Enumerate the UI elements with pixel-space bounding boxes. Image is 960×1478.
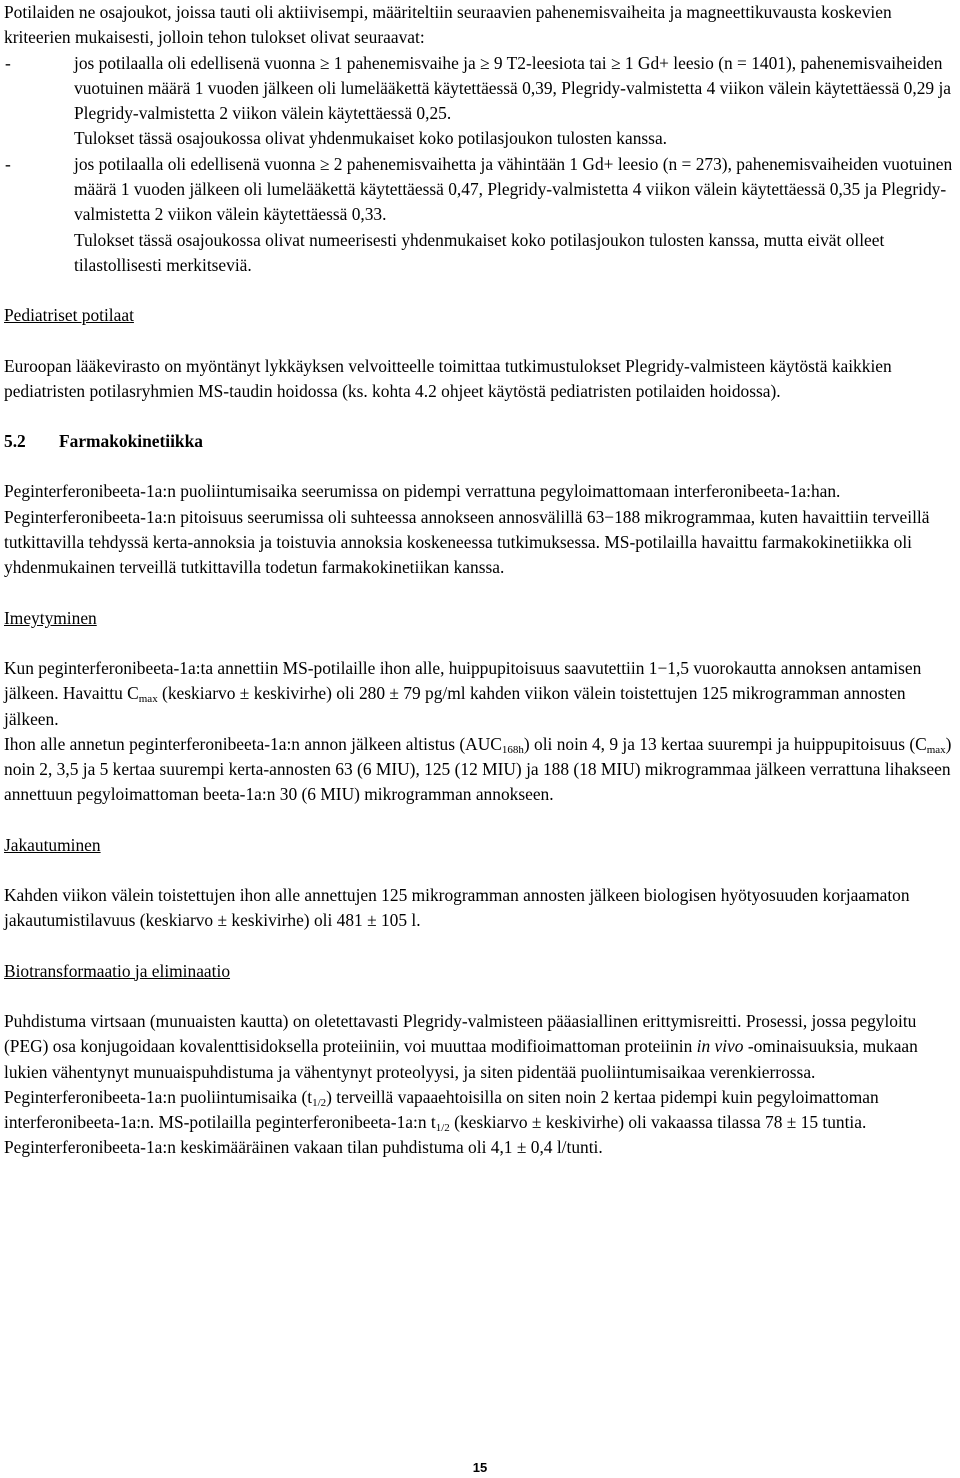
intro-paragraph: Potilaiden ne osajoukot, joissa tauti oli aktiivisempi, määriteltiin seuraavien pahenemisvaiheita ja magneettikuvausta koskevien kriteerien mukaisesti, jolloin tehon tulokset olivat seuraavat: [4, 2, 892, 48]
page-number: 15 [472, 1460, 488, 1475]
biotransformation-paragraph: Puhdistuma virtsaan (munuaisten kautta) on oletettavasti Plegridy-valmisteen pääasiallinen erittymisreitti. Prosessi, jossa pegyloitu (PEG) osa konjugoidaan kovalenttisidoksella proteiiniin, voi muuttaa modifioimattoman proteiinin in vivo -ominaisuuksia, mukaan lukien vähentynyt munuaispuhdistuma ja vähentynyt proteolyysi, ja siten pidentää puoliintumisaikaa verenkierrossa. Peginterferonibeeta-1a:n puoliintumisaika $(t_{1/2})$ terveillä vapaaehtoisilla on siten noin 2 kertaa pidempi kuin pegyloimattoman interferonibeeta-1a:n. MS-potilailla peginterferonibeeta-1a:n $t_{1/2}$ (keskiarvo ± keskivirhe) oli vakaassa tilassa 78 ± 15 tuntia. Peginterferonibeeta-1a:n keskimääräinen vakaan tilan puhdistuma oli 4,1 ± 0,4 l/tunti. [4, 1010, 918, 1158]
bullet-dash: - [5, 52, 11, 73]
biotransformation-heading: Biotransformaatio ja eliminaatio [4, 960, 231, 981]
section-number: 5.2 [4, 431, 26, 452]
distribution-paragraph: Kahden viikon välein toistettujen ihon alle annettujen 125 mikrogramman annosten jälkeen biologisen hyötyosuuden korjaamaton jakautumistilavuus (keskiarvo ± keskivirhe) oli 481 ± 105 l. [4, 885, 910, 931]
list-item-text: jos potilaalla oli edellisenä vuonna ≥ 2 pahenemisvaihetta ja vähintään 1 Gd+ leesio (n = 273), pahenemisvaiheiden vuotuinen määrä 1 vuoden jälkeen oli lumelääkettä käytettäessä 0,47, Plegridy-valmistetta 4 viikon välein käytettäessä 0,35 ja Plegridy-valmistetta 2 viikon välein käytettäessä 0,33. [74, 153, 953, 225]
pediatric-paragraph: Euroopan lääkevirasto on myöntänyt lykkäyksen velvoitteelle toimittaa tutkimustulokset Plegridy-valmisteen käytöstä kaikkien pediatristen potilasryhmien MS-taudin hoidossa (ks. kohta 4.2 ohjeet käytöstä pediatristen potilaiden hoidossa). [4, 355, 892, 401]
distribution-heading: Jakautuminen [4, 834, 101, 855]
bullet-dash: - [5, 153, 11, 174]
list-item-text: jos potilaalla oli edellisenä vuonna ≥ 1 pahenemisvaihe ja ≥ 9 T2-leesiota tai ≥ 1 Gd+ leesio (n = 1401), pahenemisvaiheiden vuotuinen määrä 1 vuoden jälkeen oli lumelääkettä käytettäessä 0,39, Plegridy-valmistetta 4 viikon välein käytettäessä 0,29 ja Plegridy-valmistetta 2 viikon välein käytettäessä 0,25. [74, 52, 951, 124]
section-title: Farmakokinetiikka [59, 431, 203, 452]
pediatric-heading: Pediatriset potilaat [4, 305, 134, 326]
absorption-paragraph-1: Kun peginterferonibeeta-1a:ta annettiin MS-potilaille ihon alle, huippupitoisuus saavutettiin 1−1,5 vuorokautta annoksen antamisen jälkeen. Havaittu $C_{max}$ (keskiarvo ± keskivirhe) oli 280 ± 79 pg/ml kahden viikon välein toistettujen 125 mikrogramman annosten jälkeen. [4, 657, 922, 729]
absorption-heading: Imeytyminen [4, 607, 97, 628]
list-item [4, 51, 956, 152]
document-page [4, 0, 956, 1161]
section-heading [4, 429, 956, 454]
absorption-paragraph-2: Ihon alle annetun peginterferonibeeta-1a:n annon jälkeen altistus $(AUC_{168h})$ oli noin 4, 9 ja 13 kertaa suurempi ja huippupitoisuus $(C_{max})$ noin 2, 3,5 ja 5 kertaa suurempi kerta-annosten 63 (6 MIU), 125 (12 MIU) ja 188 (18 MIU) mikrogrammaa jälkeen verrattuna lihakseen annettuun pegyloimattoman beeta-1a:n 30 (6 MIU) mikrogramman annokseen. [4, 733, 952, 805]
list-item-note: Tulokset tässä osajoukossa olivat numeerisesti yhdenmukaiset koko potilasjoukon tulosten kanssa, mutta eivät olleet tilastollisesti merkitseviä. [74, 229, 885, 275]
list-item-note: Tulokset tässä osajoukossa olivat yhdenmukaiset koko potilasjoukon tulosten kanssa. [74, 128, 668, 149]
pharmacokinetics-paragraph: Peginterferonibeeta-1a:n puoliintumisaika seerumissa on pidempi verrattuna pegyloimattomaan interferonibeeta-1a:han. Peginterferonibeeta-1a:n pitoisuus seerumissa oli suhteessa annokseen annosvälillä 63−188 mikrogrammaa, kuten havaittiin terveillä tutkittavilla tehdyssä kerta-annoksia ja toistuvia annoksia koskeneessa tutkimuksessa. MS-potilailla havaittu farmakokinetiikka oli yhdenmukainen terveillä tutkittavilla todetun farmakokinetiikan kanssa. [4, 481, 930, 578]
list-item [4, 152, 956, 278]
